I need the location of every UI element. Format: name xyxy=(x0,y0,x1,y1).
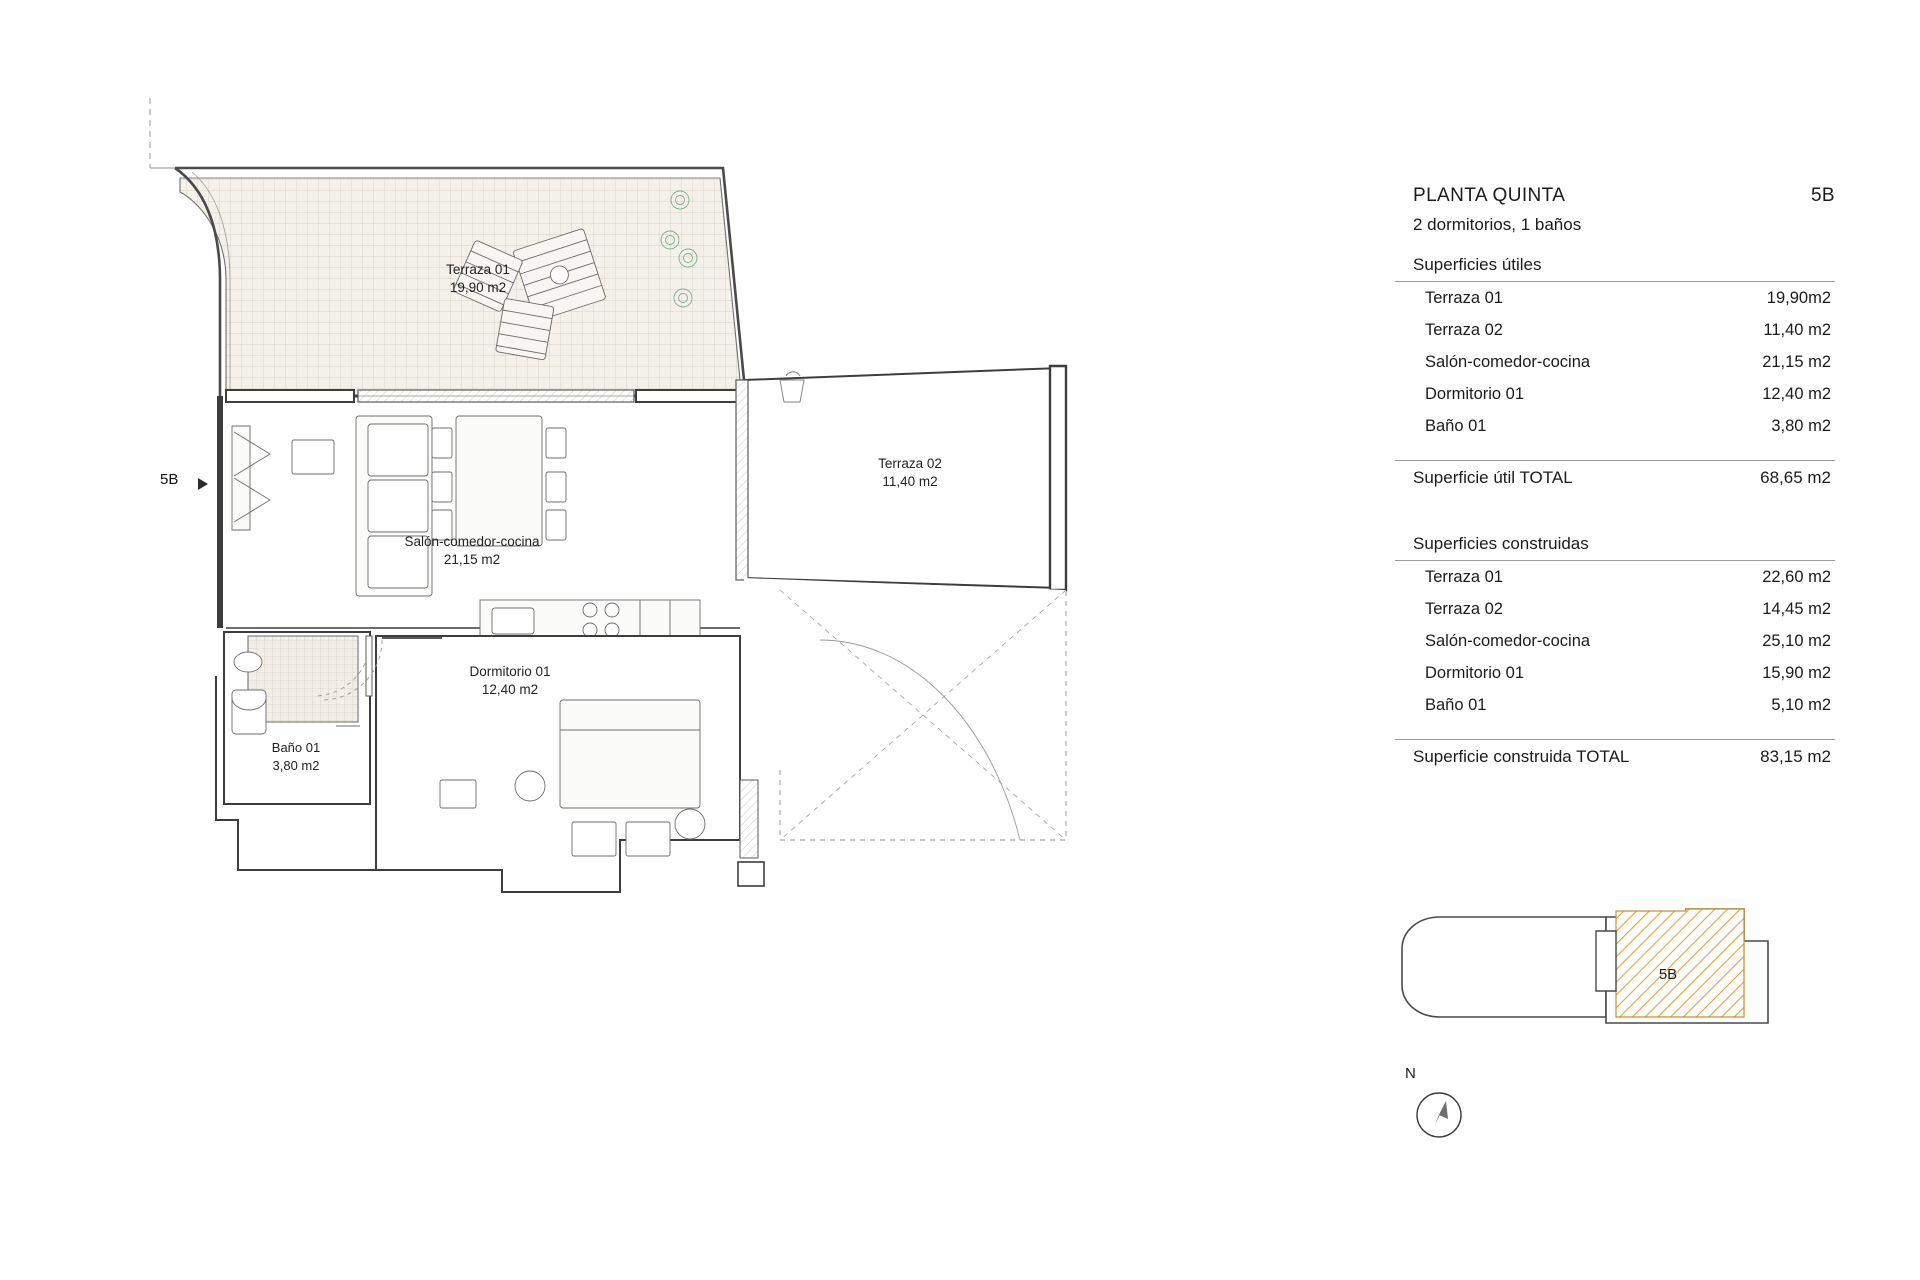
row-value: 25,10 m2 xyxy=(1762,631,1831,650)
row-value: 12,40 m2 xyxy=(1762,384,1831,403)
panel-subtitle: 2 dormitorios, 1 baños xyxy=(1413,215,1582,234)
terraza-02-area-label: 11,40 m2 xyxy=(882,474,938,489)
row-value: 19,90m2 xyxy=(1766,288,1831,307)
row-label: Baño 01 xyxy=(1425,695,1487,714)
useful-total-row xyxy=(1395,461,1835,494)
table-row xyxy=(1395,657,1835,689)
terraza-02-name: Terraza 02 xyxy=(878,456,942,471)
table-row xyxy=(1395,314,1835,346)
salon-area-label: 21,15 m2 xyxy=(443,552,501,567)
bano-01-area-label: 3,80 m2 xyxy=(272,758,320,773)
terraza-01-name: Terraza 01 xyxy=(446,262,510,277)
dormitorio-01-name: Dormitorio 01 xyxy=(469,664,551,679)
built-total-row xyxy=(1395,740,1835,773)
useful-areas-heading: Superficies útiles xyxy=(1413,255,1542,274)
entrance-unit-tag: 5B xyxy=(160,471,179,488)
panel-unit: 5B xyxy=(1810,185,1835,206)
row-value: 22,60 m2 xyxy=(1762,567,1831,586)
panel-title: PLANTA QUINTA xyxy=(1413,185,1566,206)
north-compass xyxy=(1405,1065,1495,1155)
panel-header xyxy=(1395,185,1835,207)
row-value: 14,45 m2 xyxy=(1762,599,1831,618)
row-value: 3,80 m2 xyxy=(1771,416,1831,435)
compass-north-label: N xyxy=(1405,1065,1416,1082)
dormitorio-01-area-label: 12,40 m2 xyxy=(481,682,539,697)
built-total-label: Superficie construida TOTAL xyxy=(1413,746,1630,766)
salon-name: Salón-comedor-cocina xyxy=(404,534,540,549)
row-label: Salón-comedor-cocina xyxy=(1425,352,1591,371)
bano-01-area xyxy=(224,632,372,804)
table-row xyxy=(1395,282,1835,314)
row-label: Terraza 01 xyxy=(1425,567,1503,586)
table-row xyxy=(1395,410,1835,442)
built-areas-heading: Superficies construidas xyxy=(1413,534,1589,553)
built-total-value: 83,15 m2 xyxy=(1760,746,1831,766)
row-value: 15,90 m2 xyxy=(1762,663,1831,682)
bano-01-name: Baño 01 xyxy=(271,740,321,755)
info-panel xyxy=(1395,185,1835,773)
row-label: Dormitorio 01 xyxy=(1425,384,1525,403)
row-label: Dormitorio 01 xyxy=(1425,663,1525,682)
row-label: Salón-comedor-cocina xyxy=(1425,631,1591,650)
table-row xyxy=(1395,378,1835,410)
row-value: 11,40 m2 xyxy=(1763,320,1831,339)
terraza-01-area xyxy=(150,98,744,396)
row-label: Terraza 02 xyxy=(1425,599,1503,618)
row-value: 21,15 m2 xyxy=(1762,352,1831,371)
row-label: Baño 01 xyxy=(1425,416,1487,435)
table-row xyxy=(1395,625,1835,657)
key-plan xyxy=(1400,905,1800,1065)
table-row xyxy=(1395,346,1835,378)
row-value: 5,10 m2 xyxy=(1771,695,1831,714)
table-row xyxy=(1395,689,1835,721)
useful-total-label: Superficie útil TOTAL xyxy=(1413,467,1573,487)
floor-plan-drawing xyxy=(120,80,1340,1180)
terraza-02-area xyxy=(736,366,1066,840)
entrance-marker xyxy=(160,471,208,490)
table-row xyxy=(1395,593,1835,625)
useful-total-value: 68,65 m2 xyxy=(1760,467,1831,487)
key-plan-unit-tag: 5B xyxy=(1658,966,1678,983)
terraza-01-area-label: 19,90 m2 xyxy=(449,280,507,295)
row-label: Terraza 01 xyxy=(1425,288,1503,307)
table-row xyxy=(1395,561,1835,593)
row-label: Terraza 02 xyxy=(1425,320,1503,339)
